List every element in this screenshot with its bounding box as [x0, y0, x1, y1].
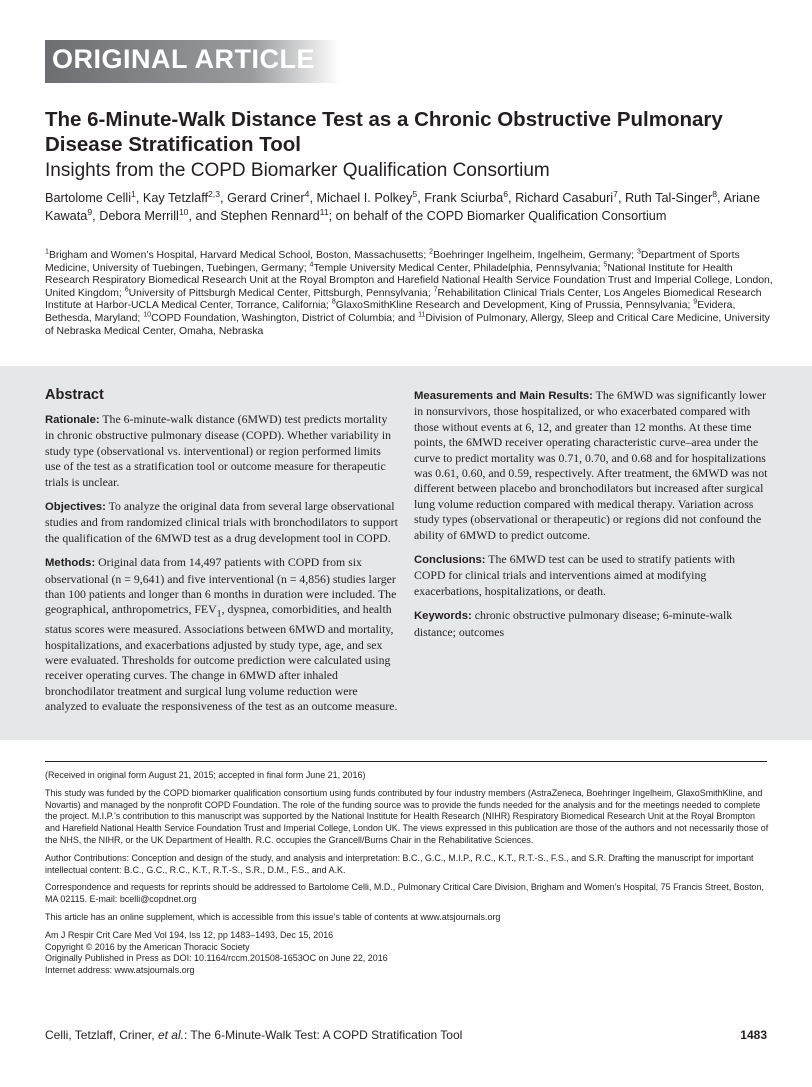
author-separator: , — [417, 191, 425, 205]
author-affiliation-marker: 5 — [412, 188, 418, 199]
author-separator: , — [220, 191, 228, 205]
conclusions-text: The 6MWD test can be used to stratify patients with COPD for clinical trials and interventions aimed at modifying exacerbations, hospitalizations, or death. — [414, 552, 735, 598]
affiliation-number: 5 — [603, 261, 608, 269]
author-affiliation-marker: 4 — [304, 188, 310, 199]
abstract-measurements — [414, 388, 769, 543]
abstract-box — [0, 366, 812, 740]
affiliation-number: 6 — [124, 286, 129, 294]
author-name: Kay Tetzlaff — [142, 191, 209, 205]
page-number: 1483 — [740, 1028, 767, 1042]
aff-2: Boehringer Ingelheim, Ingelheim, Germany; — [433, 250, 637, 261]
running-footer — [45, 1028, 462, 1042]
author-affiliation-marker: 8 — [712, 188, 718, 199]
author-affiliation-marker: 7 — [613, 188, 618, 199]
author-affiliation-marker: 10 — [178, 206, 189, 217]
received-dates: (Received in original form August 21, 2015; accepted in final form June 21, 2016) — [45, 770, 366, 780]
author-name: Stephen Rennard — [220, 208, 320, 223]
rationale-label: Rationale: — [45, 414, 100, 426]
fine-print-block — [45, 770, 769, 977]
author-separator: , — [135, 191, 143, 205]
author-separator: , and — [188, 208, 221, 223]
author-affiliation-marker: 11 — [319, 206, 329, 217]
rationale-text: The 6-minute-walk distance (6MWD) test predicts mortality in chronic obstructive pulmonary disease (COPD). Whether variability in study type (observational vs. interventional) or region performed limits use of the test as a stratification tool or outcome measure for therapeutic trials is unclear. — [45, 412, 392, 489]
consortium-note: ; on behalf of the COPD Biomarker Qualification Consortium — [328, 208, 667, 223]
abstract-methods — [45, 555, 398, 714]
author-affiliation-marker: 2,3 — [208, 188, 221, 199]
author-list — [45, 190, 775, 225]
aff-4: Temple University Medical Center, Philadelphia, Pennsylvania; — [313, 262, 604, 274]
author-affiliation-marker: 1 — [131, 188, 136, 199]
article-type-banner — [45, 40, 340, 83]
internet-address: Internet address: www.atsjournals.org — [45, 965, 195, 976]
footer-title: : The 6-Minute-Walk Test: A COPD Stratification Tool — [183, 1028, 463, 1042]
affiliation-number: 11 — [418, 311, 426, 319]
author-separator: , — [617, 191, 625, 205]
aff-6: University of Pittsburgh Medical Center, Pittsburgh, Pennsylvania; — [128, 287, 434, 299]
aff-8: GlaxoSmithKline Research and Development, King of Prussia, Pennsylvania; — [335, 300, 694, 312]
funding-statement: This study was funded by the COPD biomarker qualification consortium using funds contributed by four industry members (AstraZeneca, Boehringer Ingelheim, GlaxoSmithKline, and Novartis) and managed by the nonprofit COPD Foundation. The role of the funding source was to provide the funds needed for the analysis and for the meetings needed to complete the project. M.I.P.’s contribution to this manuscript was supported by the National Institute for Health Research (NIHR) Respiratory Biomedical Research Unit at the Royal Brompton and Harefield National Health Service Foundation Trust and Imperial College, London UK. The views expressed in this publication are those of the authors and not necessarily those of the NHS, the NIHR, or the UK Department of Health. R.C. occupies the Grancell/Burns Chair in the Rehabilitative Sciences. — [45, 787, 769, 845]
keywords-label: Keywords: — [414, 610, 472, 623]
affiliation-number: 10 — [143, 311, 152, 319]
supplement-note: This article has an online supplement, which is accessible from this issue’s table of contents at www.atsjournals.org — [45, 911, 501, 922]
fine-print-divider — [45, 761, 767, 762]
aff-11: Division of Pulmonary, Allergy, Sleep and Critical Care Medicine, University of Nebraska Medical Center, Omaha, Nebraska — [45, 312, 770, 337]
author-name: Gerard Criner — [227, 191, 305, 205]
journal-info — [45, 930, 769, 977]
doi-line: Originally Published in Press as DOI: 10.1164/rccm.201508-1653OC on June 22, 2016 — [45, 953, 388, 964]
abstract-keywords — [414, 608, 769, 640]
keywords-text: chronic obstructive pulmonary disease; 6-minute-walk distance; outcomes — [414, 608, 733, 639]
objectives-text: To analyze the original data from several large observational studies and from randomized clinical trials with bronchodilators to support the qualification of the 6MWD test as a drug development tool in COPD. — [45, 499, 398, 545]
abstract-left-column — [45, 386, 398, 724]
abstract-conclusions — [414, 552, 769, 599]
affiliation-number: 1 — [45, 248, 49, 256]
abstract-objectives — [45, 499, 398, 546]
methods-label: Methods: — [45, 557, 96, 570]
author-name: Ruth Tal-Singer — [625, 191, 713, 205]
author-name: Bartolome Celli — [45, 191, 132, 205]
author-separator: , — [309, 191, 317, 205]
affiliation-number: 3 — [636, 248, 641, 256]
methods-text-a: Original data from 14,497 patients with COPD from six observational (n = 9,641) and five interventional (n = 4,856) studies larger than 100 patients and longer than 6 months in duration were included. The geographical, anthropometrics, FEV — [45, 555, 397, 617]
affiliation-number: 4 — [309, 261, 314, 269]
measurements-text: The 6MWD was significantly lower in nonsurvivors, those hospitalized, or who exacerbated compared with those without events at 6, 12, and greater than 12 months. At these time points, the 6MWD receiver operating characteristic curve–area under the curve to predict mortality was 0.71, 0.70, and 0.68 and for hospitalizations was 0.61, 0.60, and 0.59, respectively. After treatment, the 6MWD was not different between placebo and bronchodilators but increased after surgical lung volume reduction compared with medical therapy. Variation across study types (observational or therapeutic) or regions did not confound the ability of 6MWD to predict outcome. — [414, 388, 768, 542]
abstract-right-column — [414, 388, 769, 649]
correspondence: Correspondence and requests for reprints should be addressed to Bartolome Celli, M.D., Pulmonary Critical Care Division, Brigham and Women’s Hospital, 75 Francis Street, Boston, MA 02115. E-mail: bcelli@copdnet.org — [45, 882, 764, 905]
affiliation-number: 7 — [433, 286, 438, 294]
aff-9: Evidera, Bethesda, Maryland; — [45, 300, 736, 324]
conclusions-label: Conclusions: — [414, 554, 486, 567]
copyright-line: Copyright © 2016 by the American Thoracic Society — [45, 941, 250, 952]
article-title: The 6-Minute-Walk Distance Test as a Chronic Obstructive Pulmonary Disease Stratification Tool — [45, 108, 723, 156]
article-subtitle: Insights from the COPD Biomarker Qualification Consortium — [45, 160, 550, 181]
author-name: Ariane Kawata — [45, 191, 761, 223]
methods-subscript: 1 — [216, 608, 222, 620]
aff-3: Department of Sports Medicine, University of Tuebingen, Tuebingen, Germany; — [45, 250, 740, 274]
abstract-rationale — [45, 412, 398, 490]
author-separator: , — [92, 208, 100, 223]
aff-1: Brigham and Women’s Hospital, Harvard Medical School, Boston, Massachusetts; — [48, 250, 430, 261]
affiliation-number: 8 — [331, 298, 336, 306]
affiliation-list — [45, 250, 775, 338]
objectives-label: Objectives: — [45, 501, 106, 514]
aff-7: Rehabilitation Clinical Trials Center, Los Angeles Biomedical Research Institute at Harbor-UCLA Medical Center, Torrance, California; — [45, 287, 762, 312]
abstract-heading: Abstract — [45, 387, 104, 403]
affiliation-number: 9 — [693, 298, 698, 306]
author-affiliation-marker: 6 — [503, 188, 509, 199]
measurements-label: Measurements and Main Results: — [414, 390, 593, 402]
author-name: Richard Casaburi — [515, 191, 614, 205]
footer-authors: Celli, Tetzlaff, Criner, — [45, 1028, 158, 1042]
author-separator: , — [508, 191, 516, 205]
author-name: Debora Merrill — [99, 208, 179, 223]
footer-etal: et al. — [157, 1028, 184, 1042]
methods-text-b: , dyspnea, comorbidities, and health status scores were measured. Associations between 6MWD and mortality, hospitalizations, and exacerbations adjusted by study type, age, and sex were evaluated. Thresholds for outcome prediction were calculated using receiver operating curves. The change in 6MWD after inhaled bronchodilator treatment and surgical lung volume reduction were analyzed to evaluate the responsiveness of the test as an outcome measure. — [45, 602, 398, 714]
author-contributions: Author Contributions: Conception and design of the study, and analysis and interpretation: B.C., G.C., M.I.P., R.C., K.T., R.T.-S., F.S., and S.R. Drafting the manuscript for important intellectual content: B.C., G.C., R.C., K.T., R.T.-S., S.R., D.M., F.S., and A.K. — [45, 852, 754, 875]
author-affiliation-marker: 9 — [87, 206, 93, 217]
journal-citation: Am J Respir Crit Care Med Vol 194, Iss 12, pp 1483–1493, Dec 15, 2016 — [45, 929, 334, 940]
author-name: Michael I. Polkey — [316, 191, 413, 205]
affiliation-number: 2 — [429, 248, 434, 256]
aff-5: National Institute for Health Research Respiratory Biomedical Research Unit at the Royal Brompton and Harefield National Health Service Foundation Trust and Imperial College, London, United Kingdom; — [45, 262, 773, 299]
article-type-label: ORIGINAL ARTICLE — [52, 44, 315, 74]
aff-10: COPD Foundation, Washington, District of Columbia; and — [151, 312, 419, 324]
author-separator: , — [717, 191, 724, 205]
author-name: Frank Sciurba — [424, 191, 504, 205]
